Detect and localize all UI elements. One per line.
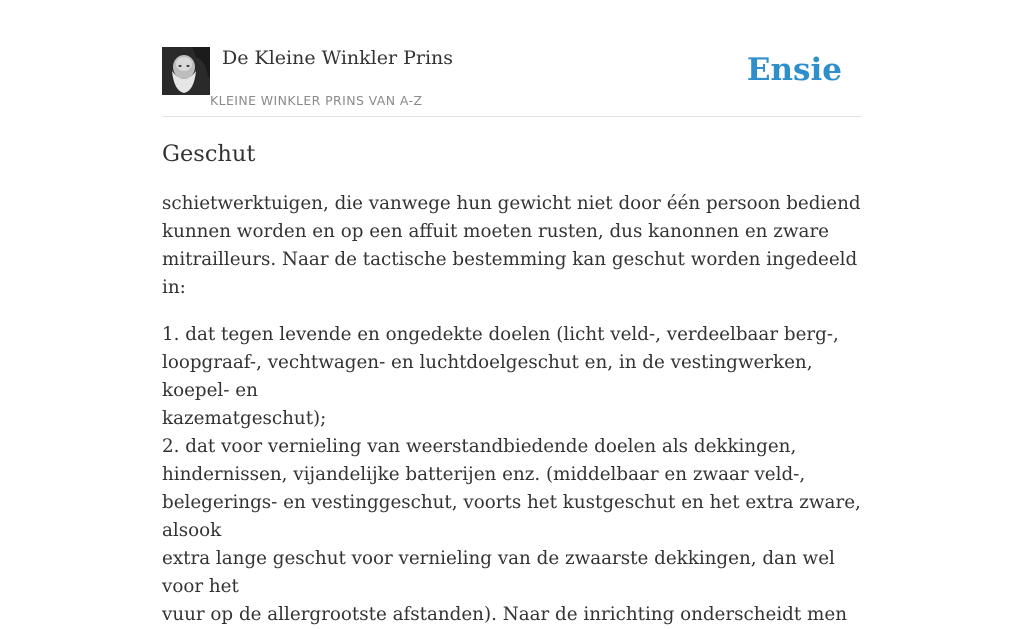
paragraph-line: loopgraaf-, vechtwagen- en luchtdoelgeschut en, in de vestingwerken, koepel- en [162, 352, 813, 401]
source-title[interactable]: KLEINE WINKLER PRINS VAN A-Z [210, 93, 423, 108]
paragraph-line: mitrailleurs. Naar de tactische bestemming kan geschut worden ingedeeld in: [162, 249, 858, 298]
author-name[interactable]: De Kleine Winkler Prins [222, 47, 454, 69]
paragraph-line: hindernissen, vijandelijke batterijen enz. (middelbaar en zwaar veld-, [162, 464, 806, 485]
ensie-logo[interactable]: Ensie [746, 52, 842, 88]
paragraph-line: schietwerktuigen, die vanwege hun gewicht niet door één persoon bediend [162, 193, 861, 214]
author-portrait-icon [162, 47, 210, 95]
avatar[interactable] [162, 47, 210, 95]
paragraph-line: belegerings- en vestinggeschut, voorts het kustgeschut en het extra zware, alsook [162, 492, 861, 541]
article-paragraph [162, 321, 867, 629]
paragraph-line: kunnen worden en op een affuit moeten rusten, dus kanonnen en zware [162, 221, 829, 242]
article [162, 138, 867, 629]
paragraph-line: extra lange geschut voor vernieling van de zwaarste dekkingen, dan wel voor het [162, 548, 835, 597]
paragraph-line: vuur op de allergrootste afstanden). Naar de inrichting onderscheidt men [162, 604, 847, 625]
header [162, 46, 862, 117]
article-paragraph [162, 190, 867, 302]
article-title: Geschut [162, 141, 256, 167]
paragraph-line: kazematgeschut); [162, 408, 327, 429]
paragraph-line: 2. dat voor vernieling van weerstandbiedende doelen als dekkingen, [162, 436, 797, 457]
paragraph-line: 1. dat tegen levende en ongedekte doelen (licht veld-, verdeelbaar berg-, [162, 324, 839, 345]
